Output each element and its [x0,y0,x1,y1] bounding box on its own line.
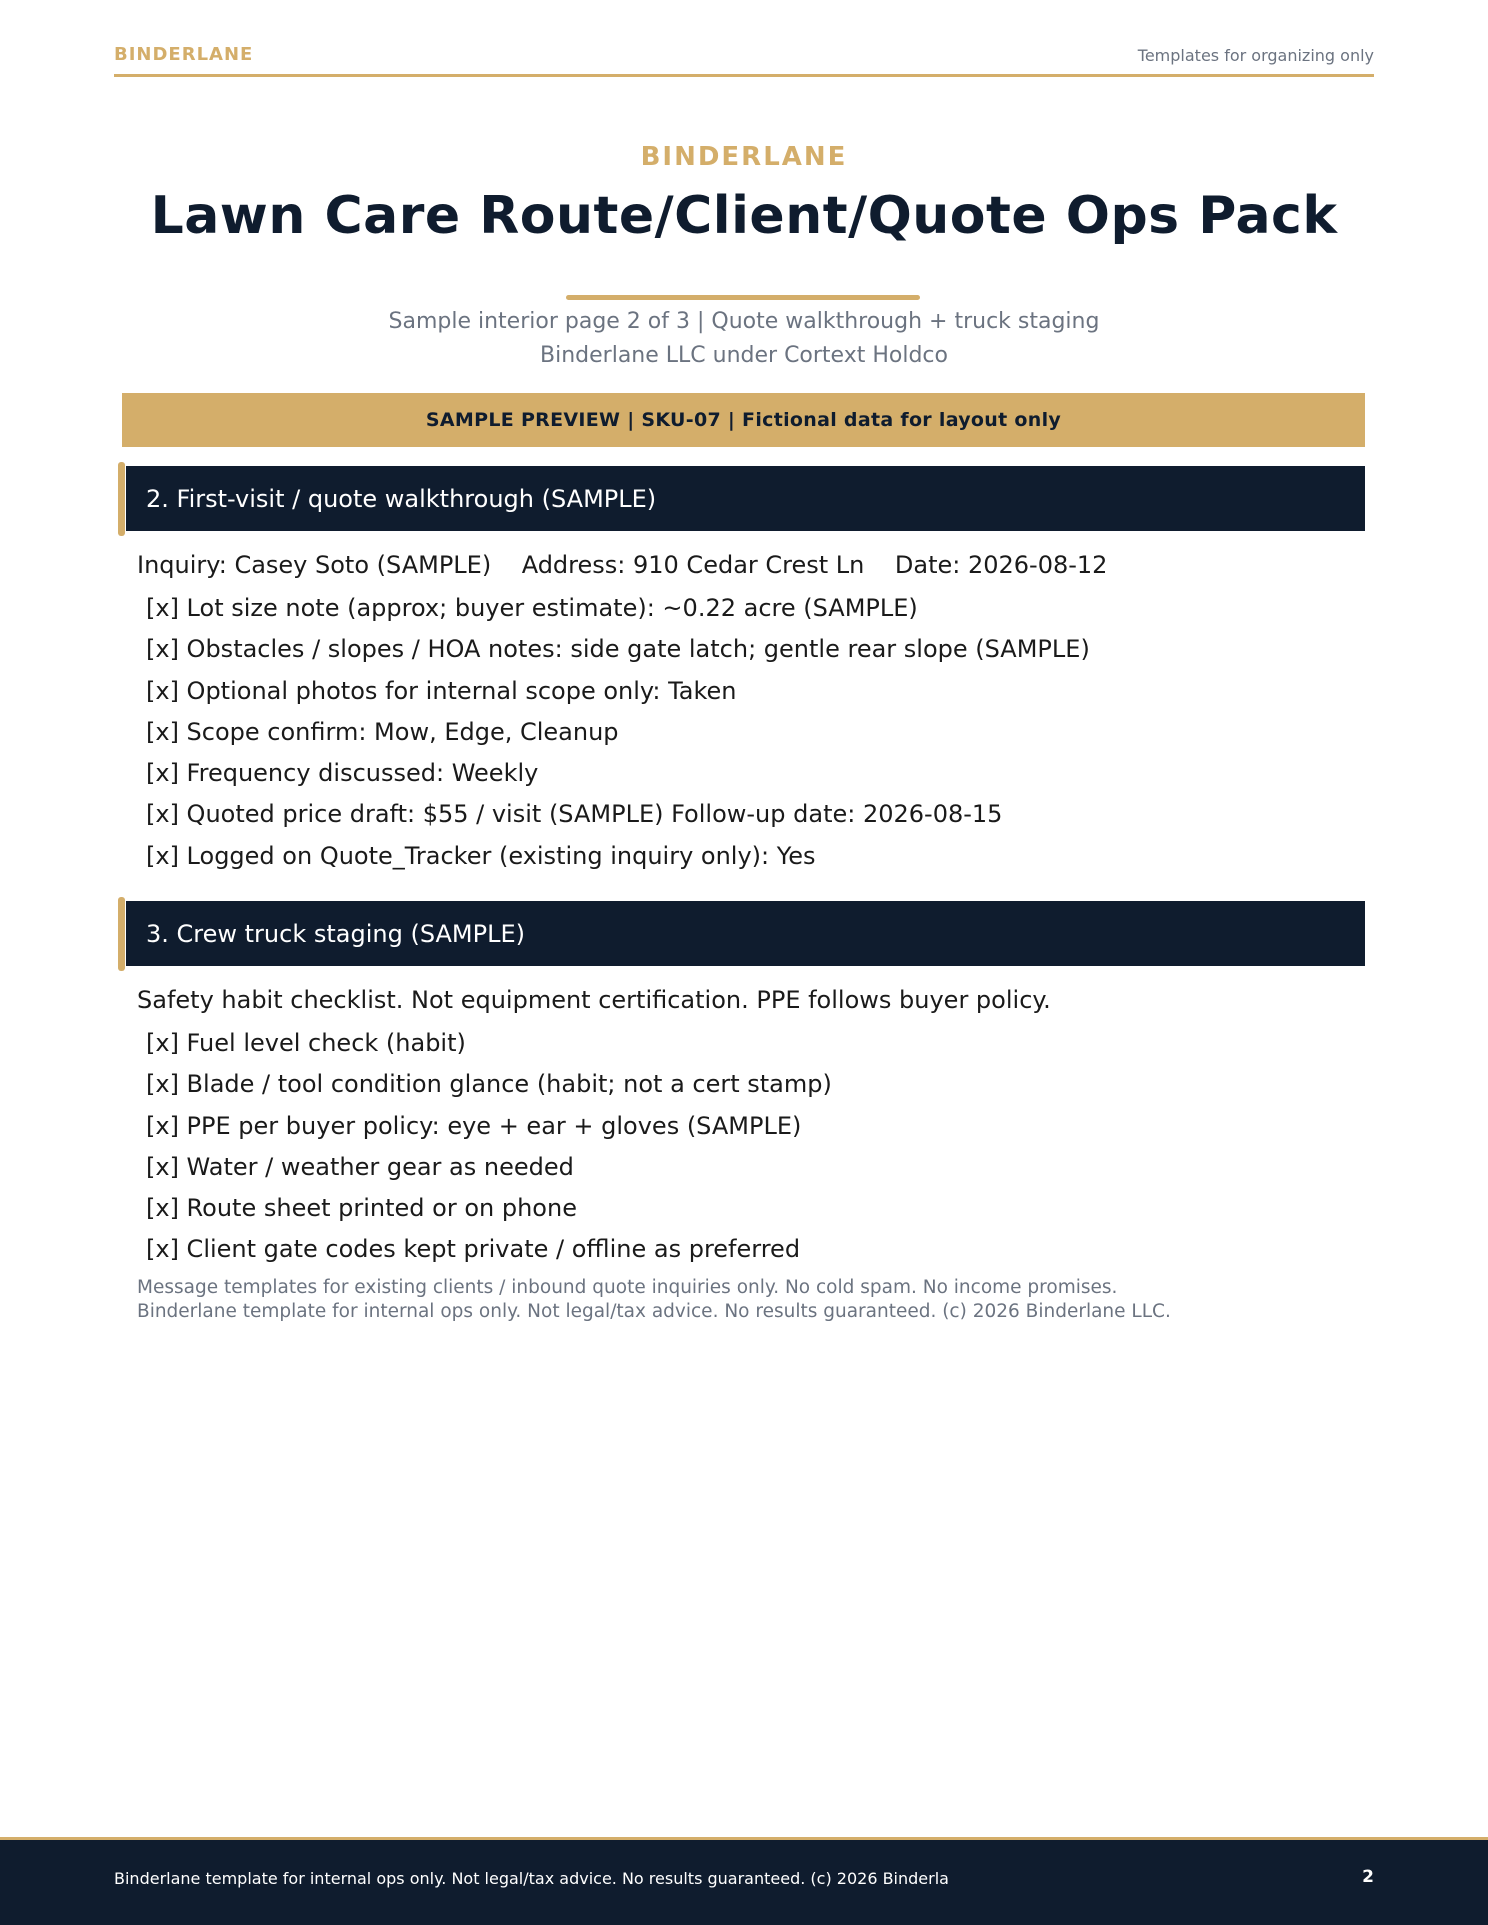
checklist-item: [x] Client gate codes kept private / offline as preferred [146,1235,801,1264]
page-title: Lawn Care Route/Client/Quote Ops Pack [150,186,1338,246]
section-2-accent-bar [118,462,125,536]
subtitle-line-1: Sample interior page 2 of 3 | Quote walkthrough + truck staging [388,309,1100,334]
sample-preview-banner: SAMPLE PREVIEW | SKU-07 | Fictional data for layout only [122,393,1365,447]
section-3-heading: 3. Crew truck staging (SAMPLE) [126,901,1365,966]
title-block [0,142,1488,246]
header-tagline: Templates for organizing only [1137,46,1374,65]
fine-print-line-1: Message templates for existing clients / inbound quote inquiries only. No cold spam. No income promises. [137,1277,1118,1298]
checklist-item: [x] Obstacles / slopes / HOA notes: side gate latch; gentle rear slope (SAMPLE) [146,635,1090,664]
section-3-checklist [146,1023,832,1271]
fine-print-line-2: Binderlane template for internal ops only. Not legal/tax advice. No results guaranteed. (c) 2026 Binderlane LLC. [137,1301,1171,1322]
checklist-item: [x] Blade / tool condition glance (habit; not a cert stamp) [146,1070,832,1099]
section-3-lead: Safety habit checklist. Not equipment certification. PPE follows buyer policy. [137,986,1051,1014]
section-3-accent-bar [118,897,125,971]
subtitle [0,305,1488,373]
running-header [114,44,1374,77]
checklist-item: [x] Route sheet printed or on phone [146,1194,577,1223]
subtitle-line-2: Binderlane LLC under Cortext Holdco [540,343,948,368]
page-footer [0,1837,1488,1925]
checklist-item: [x] Logged on Quote_Tracker (existing inquiry only): Yes [146,841,816,870]
title-kicker: BINDERLANE [640,142,848,172]
title-divider [566,295,920,300]
checklist-item: [x] Scope confirm: Mow, Edge, Cleanup [146,717,619,746]
section-2-checklist [146,588,1090,877]
checklist-item: [x] PPE per buyer policy: eye + ear + gloves (SAMPLE) [146,1111,802,1140]
checklist-item: [x] Quoted price draft: $55 / visit (SAMPLE) Follow-up date: 2026-08-15 [146,800,1003,829]
header-brand: BINDERLANE [114,44,254,65]
fine-print [137,1276,1171,1324]
checklist-item: [x] Lot size note (approx; buyer estimate): ~0.22 acre (SAMPLE) [146,594,918,622]
page-number: 2 [1362,1867,1374,1887]
footer-disclaimer: Binderlane template for internal ops only. Not legal/tax advice. No results guaranteed. (c) 2026 Binderla [114,1869,949,1888]
section-2-lead: Inquiry: Casey Soto (SAMPLE) Address: 910 Cedar Crest Ln Date: 2026-08-12 [137,551,1108,579]
checklist-item: [x] Optional photos for internal scope only: Taken [146,676,737,705]
checklist-item: [x] Fuel level check (habit) [146,1029,466,1057]
checklist-item: [x] Water / weather gear as needed [146,1152,574,1181]
checklist-item: [x] Frequency discussed: Weekly [146,759,539,788]
section-2-heading: 2. First-visit / quote walkthrough (SAMPLE) [126,466,1365,531]
